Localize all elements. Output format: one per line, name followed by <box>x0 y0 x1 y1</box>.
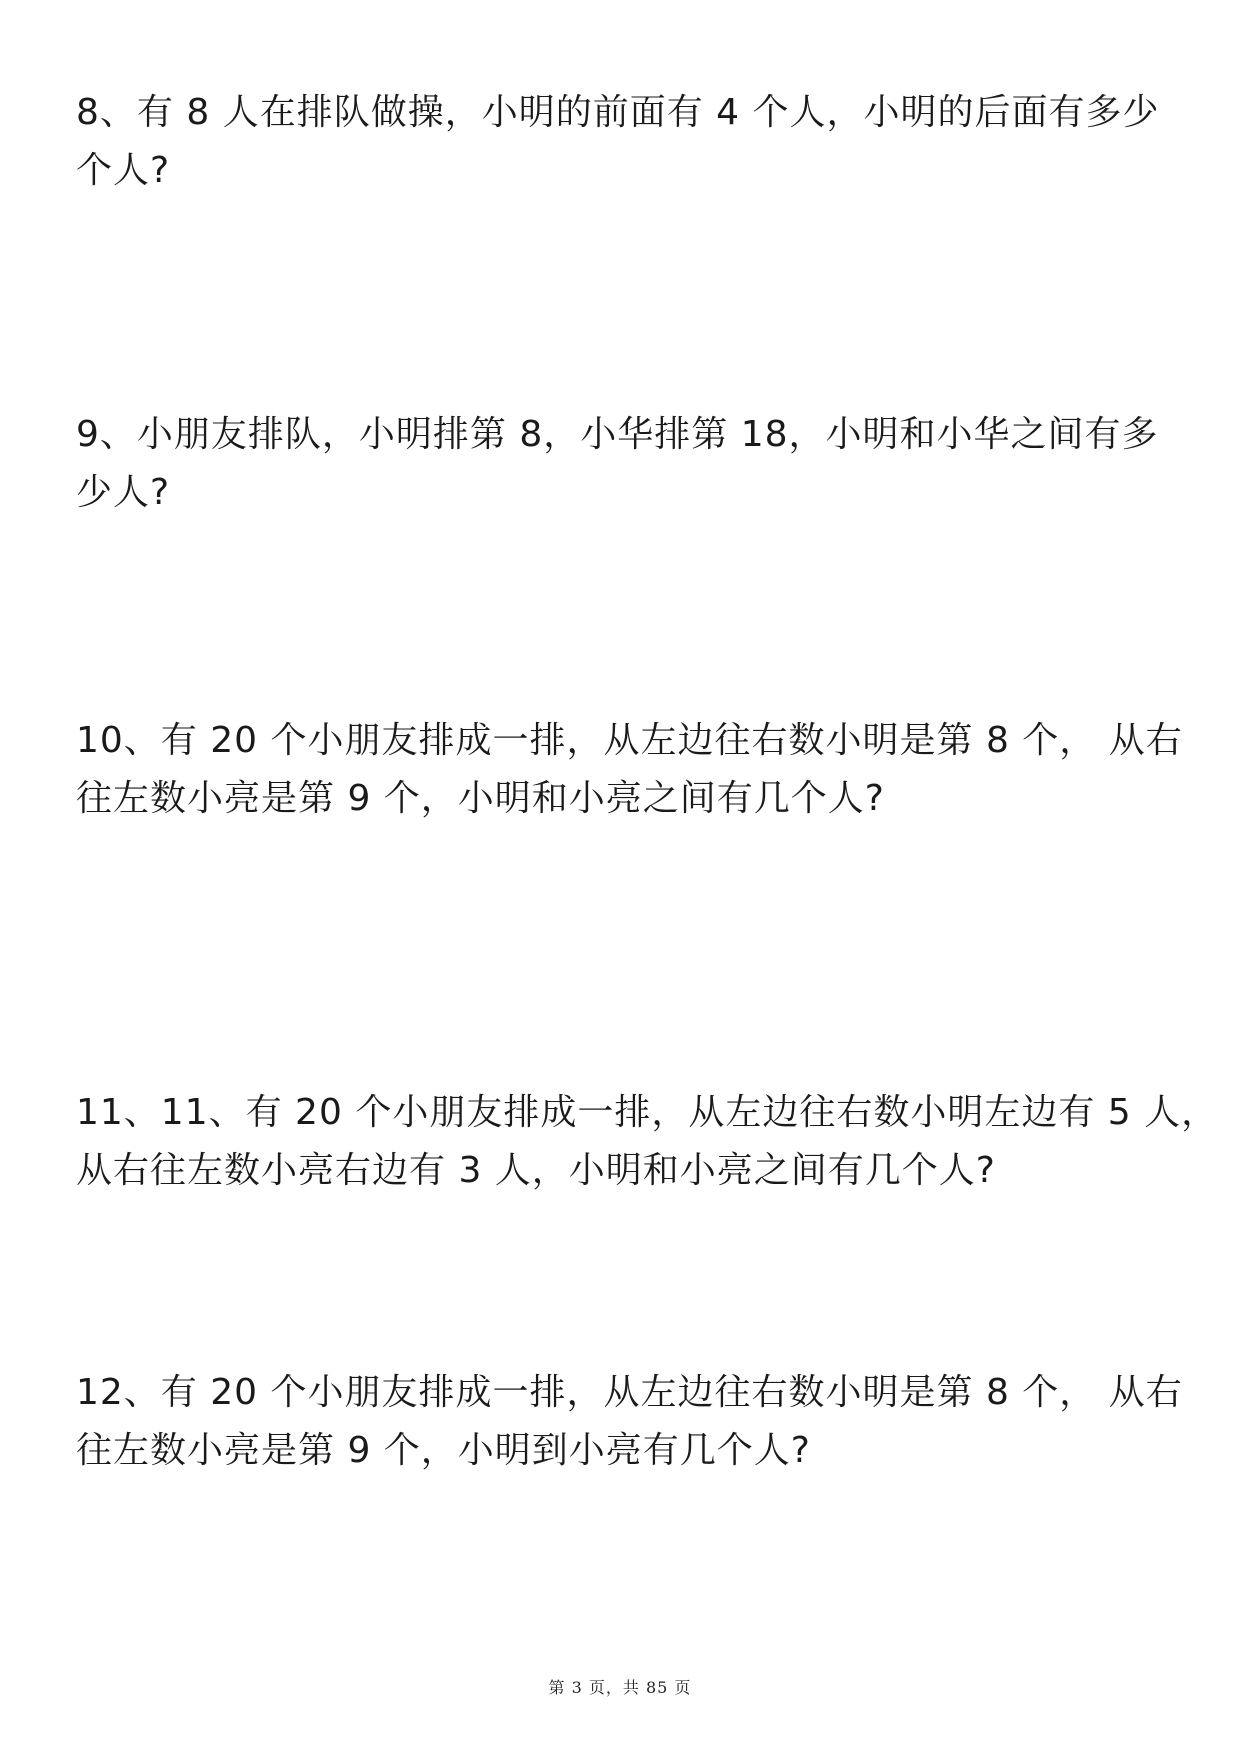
question-8-line-2: 个人? <box>76 150 171 191</box>
question-11 <box>76 1084 1219 1200</box>
question-9-line-2: 少人? <box>76 472 171 513</box>
question-12-line-1: 12、有 20 个小朋友排成一排，从左边往右数小明是第 8 个， 从右 <box>76 1372 1183 1413</box>
question-12-line-2: 往左数小亮是第 9 个，小明到小亮有几个人? <box>76 1430 811 1471</box>
question-9 <box>76 406 1166 522</box>
question-9-line-1: 9、小朋友排队，小明排第 8，小华排第 18，小明和小华之间有多 <box>76 414 1159 455</box>
question-12 <box>76 1364 1183 1480</box>
question-11-line-2: 从右往左数小亮右边有 3 人，小明和小亮之间有几个人? <box>76 1150 996 1191</box>
page-footer: 第 3 页，共 85 页 <box>548 1678 692 1697</box>
question-8-line-1: 8、有 8 人在排队做操，小明的前面有 4 个人，小明的后面有多少 <box>76 92 1160 133</box>
question-10-line-2: 往左数小亮是第 9 个，小明和小亮之间有几个人? <box>76 778 885 819</box>
question-10-line-1: 10、有 20 个小朋友排成一排，从左边往右数小明是第 8 个， 从右 <box>76 720 1183 761</box>
question-11-line-1: 11、11、有 20 个小朋友排成一排，从左边往右数小明左边有 5 人， <box>76 1092 1219 1133</box>
question-8 <box>76 84 1166 200</box>
question-10 <box>76 712 1183 828</box>
